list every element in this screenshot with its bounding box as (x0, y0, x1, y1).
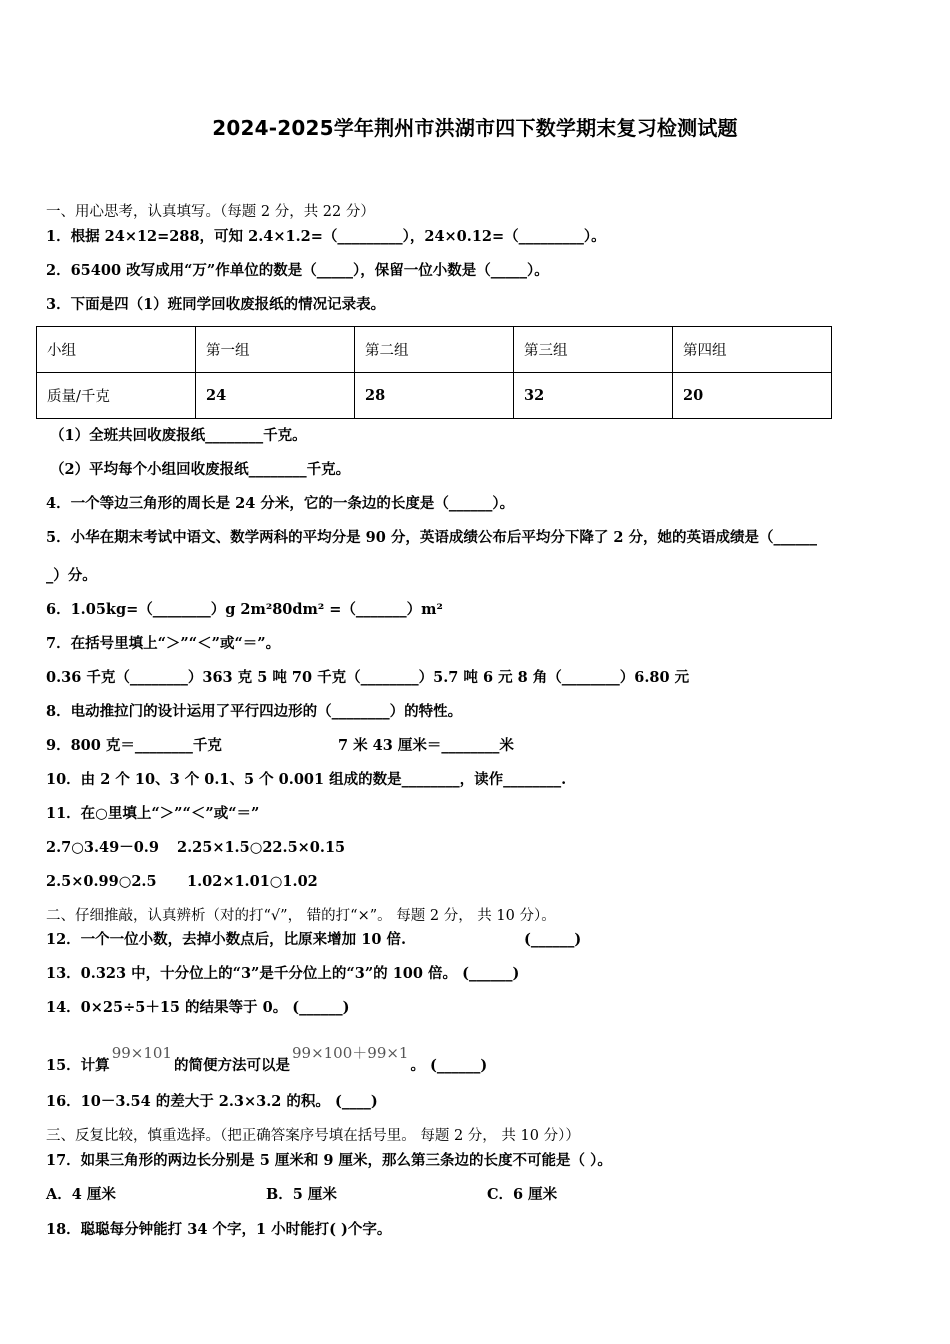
table-cell: 24 (196, 373, 355, 419)
question-7-items: 0.36 千克（________）363 克 5 吨 70 千克（________）5.7 吨 6 元 8 角（________）6.80 元 (46, 669, 690, 686)
question-14: 14．0×25÷5＋15 的结果等于 0。 (______) (46, 999, 350, 1016)
question-2: 2．65400 改写成用“万”作单位的数是（_____），保留一位小数是（_____）。 (46, 262, 549, 279)
question-17: 17．如果三角形的两边长分别是 5 厘米和 9 厘米，那么第三条边的长度不可能是（ ）。 (46, 1152, 612, 1169)
question-11-item-a: 2.7○3.49－0.9 (46, 839, 159, 856)
table-row (37, 373, 832, 419)
question-10: 10．由 2 个 10、3 个 0.1、5 个 0.001 组成的数是________，读作________. (46, 771, 567, 788)
question-11-item-d: 1.02×1.01○1.02 (187, 873, 318, 890)
question-9-part-b: 7 米 43 厘米＝________米 (338, 737, 514, 754)
question-4: 4．一个等边三角形的周长是 24 分米，它的一条边的长度是（______）。 (46, 495, 515, 512)
question-17-option-b: B．5 厘米 (266, 1186, 337, 1203)
question-13: 13．0.323 中，十分位上的“3”是千分位上的“3”的 100 倍。 (______) (46, 965, 520, 982)
question-12-blank: (______) (524, 931, 582, 948)
question-3-part-1: （1）全班共回收废报纸________千克。 (50, 427, 307, 444)
question-5: 5．小华在期末考试中语文、数学两科的平均分是 90 分，英语成绩公布后平均分下降了 2 分，她的英语成绩是（______ (46, 529, 818, 546)
table-header-cell: 第四组 (673, 327, 832, 373)
table-cell: 32 (514, 373, 673, 419)
question-17-option-c: C．6 厘米 (487, 1186, 558, 1203)
question-12: 12．一个一位小数，去掉小数点后，比原来增加 10 倍. (46, 931, 406, 948)
section-3-heading: 三、反复比较，慎重选择。（把正确答案序号填在括号里。 每题 2 分， 共 10 分）） (46, 1128, 580, 1144)
table-cell: 20 (673, 373, 832, 419)
question-1: 1．根据 24×12=288，可知 2.4×1.2=（_________），24×0.12=（_________）。 (46, 228, 606, 245)
question-18: 18．聪聪每分钟能打 34 个字，1 小时能打( )个字。 (46, 1221, 392, 1238)
question-11: 11．在○里填上“＞”“＜”或“＝” (46, 805, 260, 822)
question-16: 16．10－3.54 的差大于 2.3×3.2 的积。 (____) (46, 1093, 378, 1110)
question-15-prefix: 15．计算 (46, 1057, 110, 1074)
question-3-part-2: （2）平均每个小组回收废报纸________千克。 (50, 461, 351, 478)
question-6: 6．1.05kg=（________）g 2m²80dm² =（_______）m² (46, 601, 443, 618)
question-8: 8．电动推拉门的设计运用了平行四边形的（________）的特性。 (46, 703, 463, 720)
table-header-cell: 小组 (37, 327, 196, 373)
formula-99x101: 99×101 (111, 1044, 172, 1062)
table-cell: 28 (355, 373, 514, 419)
question-15 (46, 1043, 487, 1076)
question-17-option-a: A．4 厘米 (46, 1186, 116, 1203)
table-header-row (37, 327, 832, 373)
section-2-heading: 二、仔细推敲，认真辨析（对的打“√”， 错的打“×”。 每题 2 分， 共 10 分）。 (46, 908, 556, 924)
question-5-continued: _）分。 (46, 567, 97, 584)
table-header-cell: 第一组 (196, 327, 355, 373)
question-9-part-a: 9．800 克＝________千克 (46, 737, 222, 754)
question-15-middle: 的简便方法可以是 (173, 1057, 290, 1074)
page-title: 2024-2025学年荆州市洪湖市四下数学期末复习检测试题 (212, 116, 738, 140)
record-table (36, 326, 832, 419)
formula-99x100-plus-99x1: 99×100＋99×1 (291, 1044, 409, 1062)
table-header-cell: 第二组 (355, 327, 514, 373)
table-header-cell: 第三组 (514, 327, 673, 373)
question-11-item-c: 2.5×0.99○2.5 (46, 873, 157, 890)
section-1-heading: 一、用心思考，认真填写。（每题 2 分，共 22 分） (46, 204, 375, 220)
question-11-item-b: 2.25×1.5○22.5×0.15 (177, 839, 346, 856)
question-3: 3．下面是四（1）班同学回收废报纸的情况记录表。 (46, 296, 386, 313)
question-15-suffix: 。 (______) (410, 1057, 488, 1074)
question-7: 7．在括号里填上“＞”“＜”或“＝”。 (46, 635, 281, 652)
table-cell: 质量/千克 (37, 373, 196, 419)
